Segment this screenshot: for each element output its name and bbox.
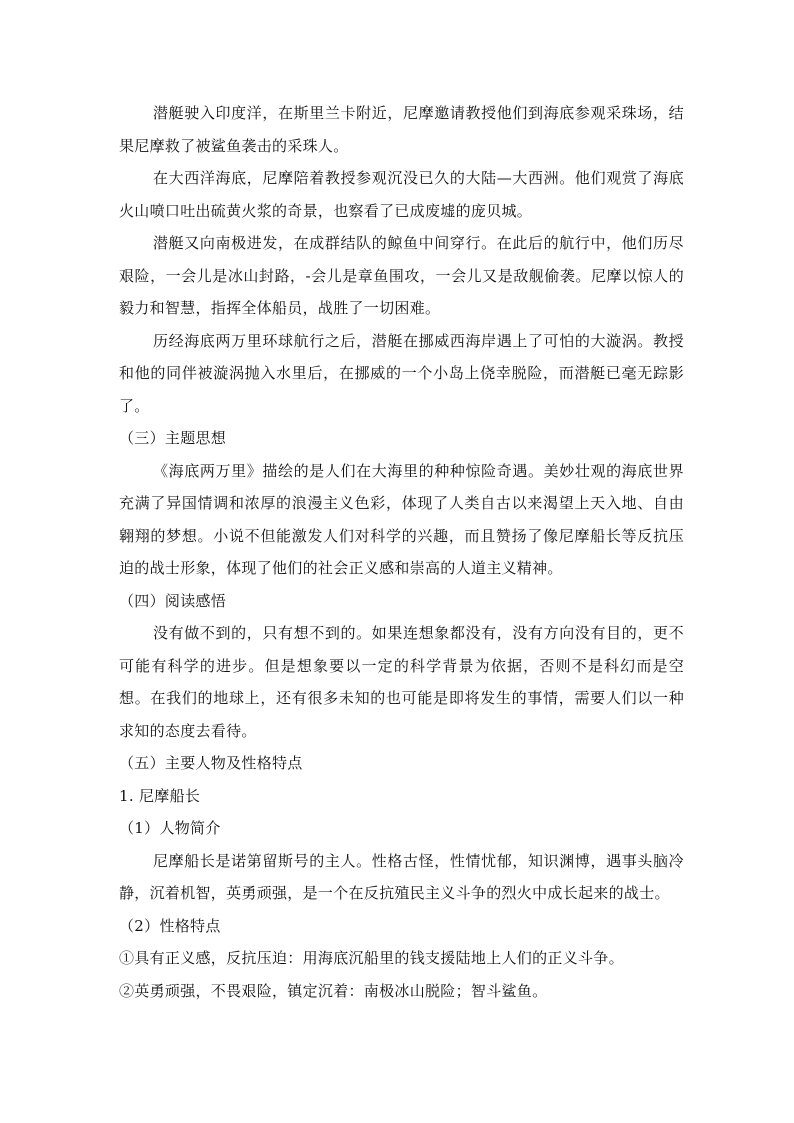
paragraph-maelstrom: 历经海底两万里环球航行之后，潜艇在挪威西海岸遇上了可怕的大漩涡。教授和他的同伴被漩涡抛入水里后，在挪威的一个小岛上侥幸脱险，而潜艇已毫无踪影了。 — [119, 331, 684, 415]
paragraph-atlantis: 在大西洋海底，尼摩陪着教授参观沉没已久的大陆—大西洲。他们观赏了海底火山喷口吐出硫黄火浆的奇景，也察看了已成废墟的庞贝城。 — [119, 169, 684, 220]
paragraph-south-pole: 潜艇又向南极进发，在成群结队的鲸鱼中间穿行。在此后的航行中，他们历尽艰险，一会儿是冰山封路，-会儿是章鱼围攻，一会儿又是敌舰偷袭。尼摩以惊人的毅力和智慧，指挥全体船员，战胜了一切困难。 — [119, 234, 684, 317]
character-intro-text: 尼摩船长是诺第留斯号的主人。性格古怪，性情忧郁，知识渊博，遇事头脑冷静，沉着机智，英勇顽强，是一个在反抗殖民主义斗争的烈火中成长起来的战士。 — [119, 851, 684, 902]
section-characters-heading: （五）主要人物及性格特点 — [119, 754, 303, 772]
character-traits-heading: （2）性格特点 — [119, 916, 221, 935]
section-theme-heading: （三）主题思想 — [119, 429, 227, 447]
section-theme-text: 《海底两万里》描绘的是人们在大海里的种种惊险奇遇。美妙壮观的海底世界充满了异国情调和浓厚的浪漫主义色彩，体现了人类自古以来渴望上天入地、自由翱翔的梦想。小说不但能激发人们对科学的兴趣，而且赞扬了像尼摩船长等反抗压迫的战士形象，体现了他们的社会正义感和崇高的人道主义精神。 — [119, 461, 684, 577]
character-trait-2: ②英勇顽强，不畏艰险，镇定沉着：南极冰山脱险；智斗鲨鱼。 — [119, 981, 548, 1000]
character-intro-heading: （1）人物简介 — [119, 819, 221, 837]
paragraph-pearl-fishery: 潜艇驶入印度洋，在斯里兰卡附近，尼摩邀请教授他们到海底参观采珠场，结果尼摩救了被鲨鱼袭击的采珠人。 — [119, 104, 684, 155]
character-trait-1: ①具有正义感，反抗压迫：用海底沉船里的钱支援陆地上人们的正义斗争。 — [119, 949, 624, 967]
section-reflection-text: 没有做不到的，只有想不到的。如果连想象都没有，没有方向没有目的，更不可能有科学的进步。但是想象要以一定的科学背景为依据，否则不是科幻而是空想。在我们的地球上，还有很多未知的也可能是即将发生的事情，需要人们以一种求知的态度去看待。 — [119, 624, 684, 740]
character-title: 1. 尼摩船长 — [119, 786, 201, 805]
section-reflection-heading: （四）阅读感悟 — [119, 591, 227, 610]
